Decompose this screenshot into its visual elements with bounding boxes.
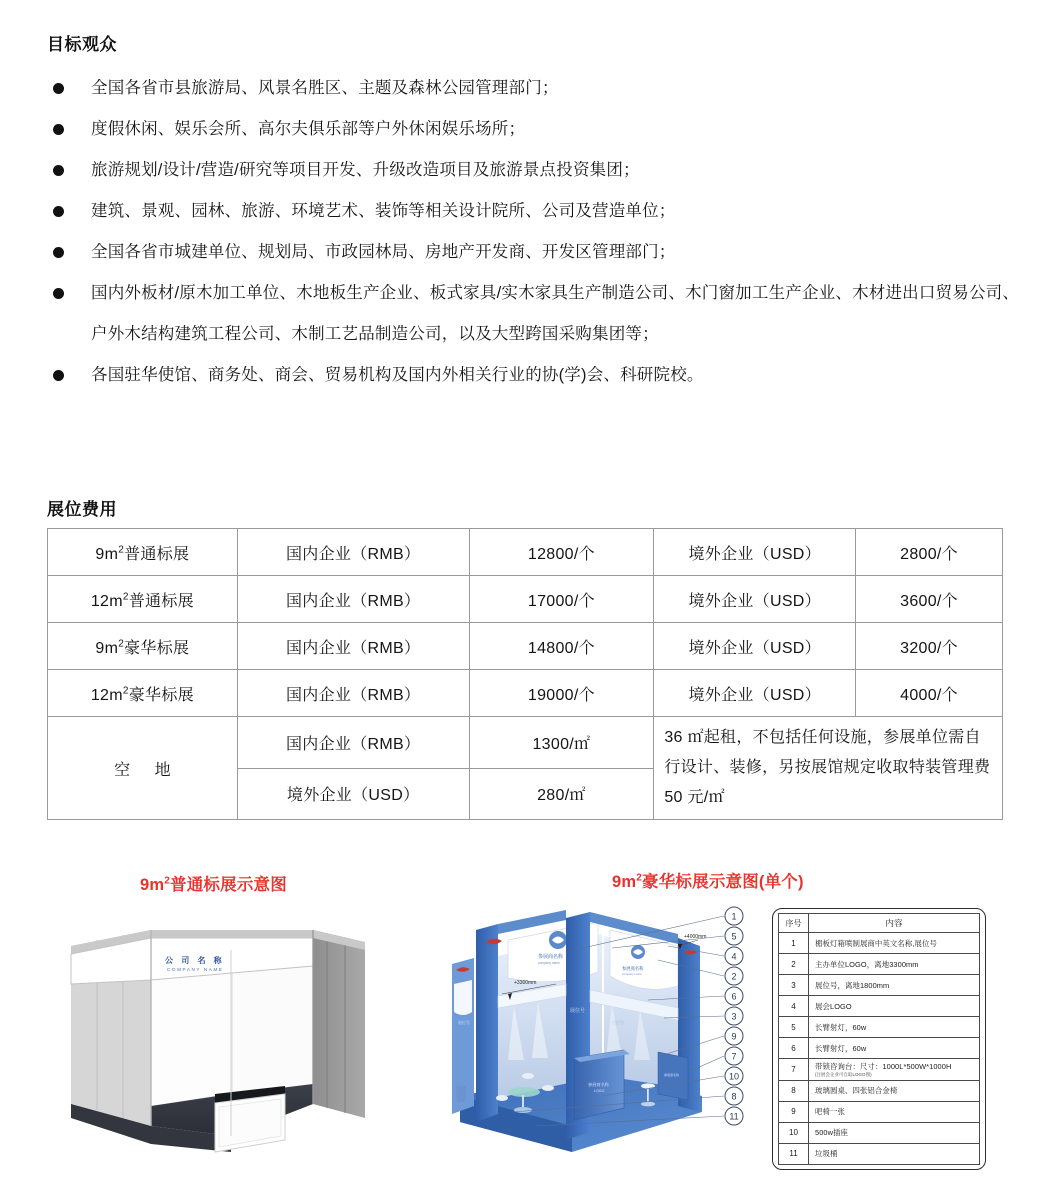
legend-row — [779, 1080, 980, 1101]
cell-domestic-price: 12800/个 — [469, 529, 654, 576]
cell-overseas-label: 境外企业（USD） — [654, 576, 856, 623]
legend-row-no: 10 — [779, 1122, 809, 1143]
legend-row-no: 9 — [779, 1101, 809, 1122]
svg-text:7: 7 — [731, 1051, 737, 1062]
list-item-label: 各国驻华使馆、商务处、商会、贸易机构及国内外相关行业的协(学)会、科研院校。 — [91, 366, 704, 384]
legend-row-no: 2 — [779, 954, 809, 975]
table-row — [48, 670, 1003, 717]
list-item — [47, 109, 1022, 150]
target-audience-list — [47, 68, 1022, 396]
svg-text:2: 2 — [731, 971, 737, 982]
svg-text:+3300mm: +3300mm — [514, 980, 537, 986]
legend-row-content: 长臂射灯，60w — [809, 1038, 980, 1059]
legend-row — [779, 1059, 980, 1080]
legend-row — [779, 954, 980, 975]
legend-row-content: 垃圾桶 — [809, 1143, 980, 1164]
deluxe-pillar-label: 展位号 — [570, 1008, 586, 1014]
bullet-icon — [53, 247, 64, 258]
cell-domestic-price: 14800/个 — [469, 623, 654, 670]
svg-text:8: 8 — [731, 1091, 737, 1102]
cell-overseas-price: 2800/个 — [856, 529, 1003, 576]
bullet-icon — [53, 124, 64, 135]
legend-header-content: 内容 — [809, 914, 980, 933]
legend-row-content: 吧椅一张 — [809, 1101, 980, 1122]
svg-text:11: 11 — [729, 1111, 739, 1122]
legend-row — [779, 975, 980, 996]
list-item-label: 全国各省市县旅游局、风景名胜区、主题及森林公园管理部门； — [91, 79, 559, 97]
caption-deluxe-booth: $9m^2$豪华标展示意图(单个) — [612, 872, 804, 891]
list-item-label: 国内外板材/原木加工单位、木地板生产企业、板式家具/实木家具生产制造公司、木门窗加工生产企业、木材进出口贸易公司、户外木结构建筑工程公司、木制工艺品制造公司，以及大型跨国采购集团等； — [91, 284, 1020, 343]
list-item — [47, 191, 1022, 232]
list-item-label: 旅游规划/设计/营造/研究等项目开发、升级改造项目及旅游景点投资集团； — [91, 161, 640, 179]
legend-row — [779, 1101, 980, 1122]
deluxe-booth-illustration — [452, 900, 762, 1185]
cell-domestic-price: 17000/个 — [469, 576, 654, 623]
cell-domestic-label: 国内企业（RMB） — [237, 576, 469, 623]
booth-legend-table — [778, 913, 980, 1165]
cell-land-overseas-price: 280/㎡ — [469, 768, 654, 820]
deluxe-pillar-left — [476, 924, 498, 1122]
bullet-icon — [53, 206, 64, 217]
legend-row — [779, 1122, 980, 1143]
cell-land-label: 空 地 — [48, 717, 238, 820]
deluxe-counter-en: LOGO — [594, 1089, 605, 1093]
cell-domestic-label: 国内企业（RMB） — [237, 670, 469, 717]
list-item-label: 建筑、景观、园林、旅游、环境艺术、装饰等相关设计院所、公司及营造单位； — [91, 202, 676, 220]
bullet-icon — [53, 83, 64, 94]
deluxe-panel-en-right: company name — [622, 972, 642, 976]
svg-text:1: 1 — [731, 911, 737, 922]
legend-row-no: 6 — [779, 1038, 809, 1059]
legend-row-content: 长臂射灯，60w — [809, 1017, 980, 1038]
cell-overseas-label: 境外企业（USD） — [654, 529, 856, 576]
table-row — [48, 576, 1003, 623]
legend-row-content: 500w插座 — [809, 1122, 980, 1143]
deluxe-counter-cn: 参展商名称 — [588, 1082, 609, 1087]
legend-row — [779, 1143, 980, 1164]
legend-row-no: 3 — [779, 975, 809, 996]
legend-row-content: 玻璃圆桌、四张铝合金椅 — [809, 1080, 980, 1101]
deluxe-pillar-label-right: 展位号 — [612, 1020, 624, 1025]
table-row — [48, 529, 1003, 576]
legend-row-no: 7 — [779, 1059, 809, 1080]
svg-text:+4000mm: +4000mm — [684, 934, 707, 940]
legend-row — [779, 996, 980, 1017]
legend-row — [779, 1017, 980, 1038]
legend-row — [779, 1038, 980, 1059]
list-item — [47, 273, 1022, 355]
page-title-booth-fee: 展位费用 — [47, 500, 117, 519]
legend-row-no: 1 — [779, 933, 809, 954]
cell-booth-type: $12m^2$豪华标展 — [48, 670, 238, 717]
cell-land-note: 36 ㎡起租，不包括任何设施，参展单位需自行设计、装修，另按展馆规定收取特装管理费 50 元/㎡ — [654, 717, 1003, 820]
deluxe-chair-3 — [522, 1073, 534, 1079]
cell-overseas-price: 3600/个 — [856, 576, 1003, 623]
svg-text:参展商名称: 参展商名称 — [664, 1073, 680, 1077]
legend-row-content: 楣板灯箱喷制展商中英文名称,展位号 — [809, 933, 980, 954]
fascia-company-name-cn: 公 司 名 称 — [165, 956, 225, 965]
list-item — [47, 232, 1022, 273]
deluxe-callout-badges — [725, 907, 743, 1125]
bullet-icon — [53, 370, 64, 381]
svg-text:6: 6 — [731, 991, 737, 1002]
cell-booth-type: $12m^2$普通标展 — [48, 576, 238, 623]
legend-row-no: 11 — [779, 1143, 809, 1164]
legend-row — [779, 933, 980, 954]
legend-row-no: 5 — [779, 1017, 809, 1038]
cell-overseas-price: 3200/个 — [856, 623, 1003, 670]
deluxe-pillar-label-far: 展位号 — [458, 1020, 470, 1025]
deluxe-panel-cn-left: 参展商名称 — [538, 954, 564, 960]
legend-header-no: 序号 — [779, 914, 809, 933]
fascia-company-name-en: COMPANY NAME — [167, 967, 224, 972]
svg-text:9: 9 — [731, 1031, 737, 1042]
bullet-icon — [53, 288, 64, 299]
cell-overseas-label: 境外企业（USD） — [654, 670, 856, 717]
cell-land-overseas-label: 境外企业（USD） — [237, 768, 469, 820]
list-item — [47, 68, 1022, 109]
legend-row-content: 主办单位LOGO，离地3300mm — [809, 954, 980, 975]
list-item-label: 全国各省市城建单位、规划局、市政园林局、房地产开发商、开发区管理部门； — [91, 243, 676, 261]
booth-legend-panel — [772, 908, 986, 1170]
svg-text:5: 5 — [731, 931, 737, 942]
page-title-target-audience: 目标观众 — [47, 35, 117, 54]
deluxe-panel-cn-right: 参展商名称 — [622, 966, 644, 971]
deluxe-chair-1 — [496, 1095, 508, 1101]
svg-text:3: 3 — [731, 1011, 737, 1022]
legend-row-content: 展位号，离地1800mm — [809, 975, 980, 996]
standard-booth-illustration — [55, 908, 385, 1176]
cell-overseas-price: 4000/个 — [856, 670, 1003, 717]
table-row-land-domestic — [48, 717, 1003, 769]
booth-right-wall — [313, 930, 365, 1118]
booth-fee-table — [47, 528, 1003, 820]
deluxe-panel-en-left: company name — [538, 961, 560, 965]
list-item — [47, 150, 1022, 191]
caption-standard-booth: $9m^2$普通标展示意图 — [140, 875, 287, 894]
legend-row-content: 展会LOGO — [809, 996, 980, 1017]
cell-land-domestic-label: 国内企业（RMB） — [237, 717, 469, 769]
list-item — [47, 355, 1022, 396]
list-item-label: 度假休闲、娱乐会所、高尔夫俱乐部等户外休闲娱乐场所； — [91, 120, 526, 138]
legend-row-no: 4 — [779, 996, 809, 1017]
deluxe-chair-2 — [542, 1085, 554, 1091]
cell-booth-type: $9m^2$豪华标展 — [48, 623, 238, 670]
cell-domestic-price: 19000/个 — [469, 670, 654, 717]
legend-row-subnote: (注展会企业可自取LOGO图) — [815, 1072, 872, 1077]
cell-land-domestic-price: 1300/㎡ — [469, 717, 654, 769]
cell-overseas-label: 境外企业（USD） — [654, 623, 856, 670]
cell-domestic-label: 国内企业（RMB） — [237, 529, 469, 576]
svg-text:4: 4 — [731, 951, 737, 962]
legend-row-no: 8 — [779, 1080, 809, 1101]
cell-domestic-label: 国内企业（RMB） — [237, 623, 469, 670]
deluxe-trash-bin — [456, 1086, 466, 1102]
legend-header-row — [779, 914, 980, 933]
legend-row-content: 带锁咨询台：尺寸：1000L*500W*1000H (注展会企业可自取LOGO图) — [809, 1059, 980, 1080]
table-row — [48, 623, 1003, 670]
svg-text:10: 10 — [728, 1071, 740, 1082]
cell-booth-type: $9m^2$普通标展 — [48, 529, 238, 576]
bullet-icon — [53, 165, 64, 176]
